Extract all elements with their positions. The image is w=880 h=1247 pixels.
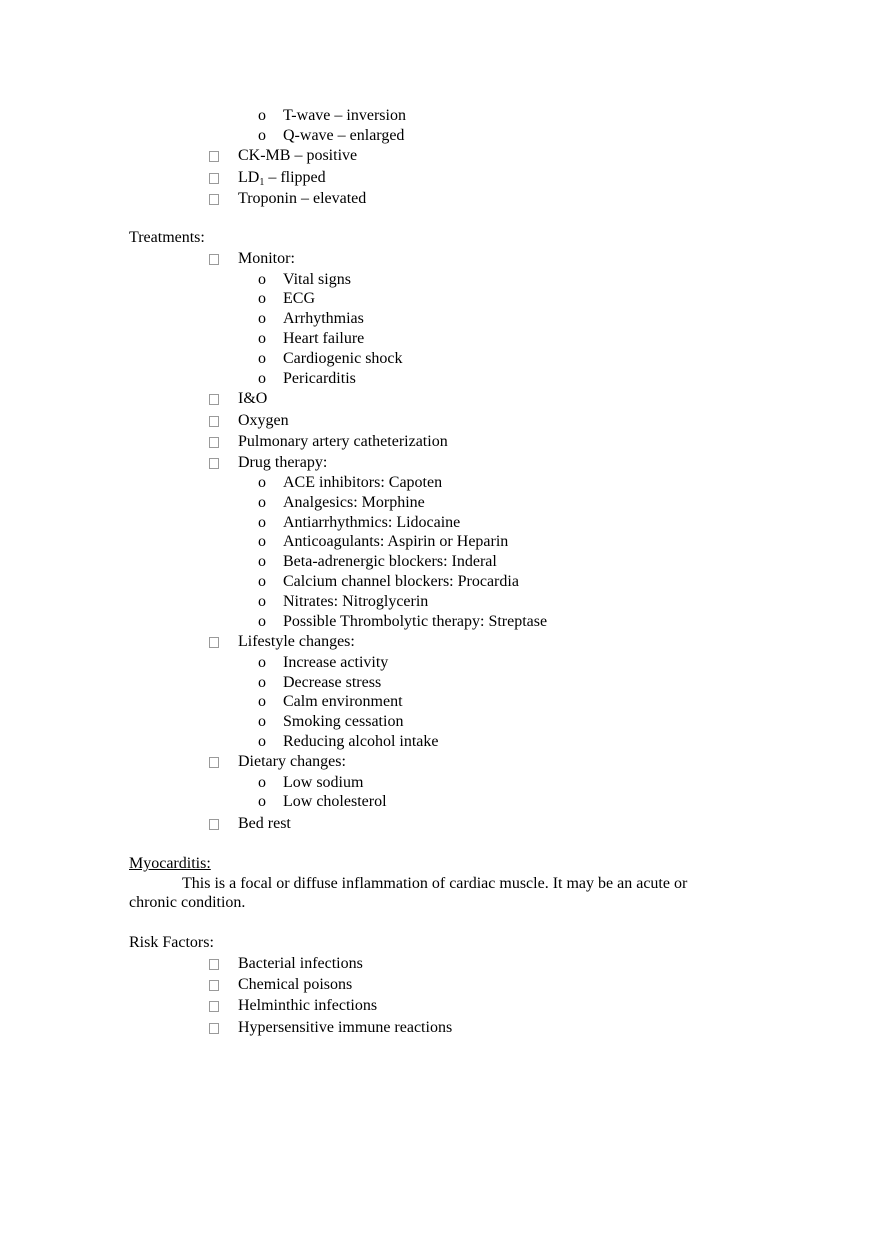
lifestyle-item: Calm environment bbox=[283, 693, 403, 710]
lab-finding-ld1 bbox=[238, 168, 326, 188]
risk-factor-item: Chemical poisons bbox=[238, 976, 353, 993]
treatment-bed-rest: Bed rest bbox=[238, 815, 291, 832]
sub-bullet: o bbox=[258, 733, 266, 750]
monitor-item: Heart failure bbox=[283, 330, 365, 347]
sub-bullet: o bbox=[258, 674, 266, 691]
sub-bullet: o bbox=[258, 494, 266, 511]
drug-therapy-label: Drug therapy: bbox=[238, 454, 328, 471]
sub-bullet: o bbox=[258, 693, 266, 710]
sub-bullet: o bbox=[258, 330, 266, 347]
dietary-item: Low cholesterol bbox=[283, 793, 387, 810]
treatments-heading: Treatments: bbox=[129, 229, 205, 246]
sub-bullet: o bbox=[258, 474, 266, 491]
monitor-item: Pericarditis bbox=[283, 370, 356, 387]
lab-finding-troponin: Troponin – elevated bbox=[238, 190, 367, 207]
sub-bullet: o bbox=[258, 793, 266, 810]
sub-bullet: o bbox=[258, 573, 266, 590]
sub-bullet: o bbox=[258, 774, 266, 791]
sub-bullet: o bbox=[258, 310, 266, 327]
square-bullet-icon bbox=[209, 432, 219, 454]
sub-bullet: o bbox=[258, 271, 266, 288]
treatment-io: I&O bbox=[238, 390, 268, 407]
sub-bullet: o bbox=[258, 553, 266, 570]
drug-item: ACE inhibitors: Capoten bbox=[283, 474, 443, 491]
ecg-finding-t-wave: T-wave – inversion bbox=[283, 107, 406, 124]
lifestyle-changes-label: Lifestyle changes: bbox=[238, 633, 355, 650]
square-bullet-icon bbox=[209, 389, 219, 411]
square-bullet-icon bbox=[209, 752, 219, 774]
lifestyle-item: Smoking cessation bbox=[283, 713, 404, 730]
square-bullet-icon bbox=[209, 632, 219, 654]
sub-bullet: o bbox=[258, 613, 266, 630]
sub-bullet: o bbox=[258, 370, 266, 387]
sub-bullet: o bbox=[258, 593, 266, 610]
sub-bullet: o bbox=[258, 127, 266, 144]
ecg-finding-q-wave: Q-wave – enlarged bbox=[283, 127, 405, 144]
square-bullet-icon bbox=[209, 189, 219, 211]
drug-item: Possible Thrombolytic therapy: Streptase bbox=[283, 613, 548, 630]
myocarditis-description-line2: chronic condition. bbox=[129, 894, 246, 911]
monitor-item: Vital signs bbox=[283, 271, 351, 288]
sub-bullet: o bbox=[258, 514, 266, 531]
myocarditis-description-line1: This is a focal or diffuse inflammation of cardiac muscle. It may be an acute or bbox=[182, 875, 688, 892]
drug-item: Antiarrhythmics: Lidocaine bbox=[283, 514, 461, 531]
dietary-changes-label: Dietary changes: bbox=[238, 753, 346, 770]
lab-finding-ck-mb: CK-MB – positive bbox=[238, 147, 358, 164]
treatment-oxygen: Oxygen bbox=[238, 412, 289, 429]
ld-text: LD bbox=[238, 169, 260, 186]
lifestyle-item: Increase activity bbox=[283, 654, 389, 671]
myocarditis-heading: Myocarditis: bbox=[129, 855, 211, 872]
dietary-item: Low sodium bbox=[283, 774, 364, 791]
square-bullet-icon bbox=[209, 1018, 219, 1040]
drug-item: Calcium channel blockers: Procardia bbox=[283, 573, 519, 590]
monitor-item: ECG bbox=[283, 290, 315, 307]
drug-item: Nitrates: Nitroglycerin bbox=[283, 593, 429, 610]
risk-factor-item: Helminthic infections bbox=[238, 997, 378, 1014]
sub-bullet: o bbox=[258, 350, 266, 367]
lifestyle-item: Reducing alcohol intake bbox=[283, 733, 439, 750]
drug-item: Beta-adrenergic blockers: Inderal bbox=[283, 553, 497, 570]
treatment-pa-catheterization: Pulmonary artery catheterization bbox=[238, 433, 448, 450]
drug-item: Analgesics: Morphine bbox=[283, 494, 425, 511]
risk-factor-item: Hypersensitive immune reactions bbox=[238, 1019, 453, 1036]
risk-factor-item: Bacterial infections bbox=[238, 955, 363, 972]
ld-suffix: – flipped bbox=[264, 169, 326, 186]
ld-subscript: 1 bbox=[259, 177, 265, 188]
sub-bullet: o bbox=[258, 107, 266, 124]
square-bullet-icon bbox=[209, 996, 219, 1018]
lifestyle-item: Decrease stress bbox=[283, 674, 382, 691]
monitor-label: Monitor: bbox=[238, 250, 295, 267]
square-bullet-icon bbox=[209, 411, 219, 433]
square-bullet-icon bbox=[209, 975, 219, 997]
sub-bullet: o bbox=[258, 533, 266, 550]
risk-factors-heading: Risk Factors: bbox=[129, 934, 214, 951]
square-bullet-icon bbox=[209, 453, 219, 475]
monitor-item: Cardiogenic shock bbox=[283, 350, 403, 367]
square-bullet-icon bbox=[209, 814, 219, 836]
drug-item: Anticoagulants: Aspirin or Heparin bbox=[283, 533, 509, 550]
square-bullet-icon bbox=[209, 146, 219, 168]
square-bullet-icon bbox=[209, 168, 219, 190]
square-bullet-icon bbox=[209, 249, 219, 271]
sub-bullet: o bbox=[258, 654, 266, 671]
monitor-item: Arrhythmias bbox=[283, 310, 364, 327]
square-bullet-icon bbox=[209, 954, 219, 976]
sub-bullet: o bbox=[258, 290, 266, 307]
sub-bullet: o bbox=[258, 713, 266, 730]
